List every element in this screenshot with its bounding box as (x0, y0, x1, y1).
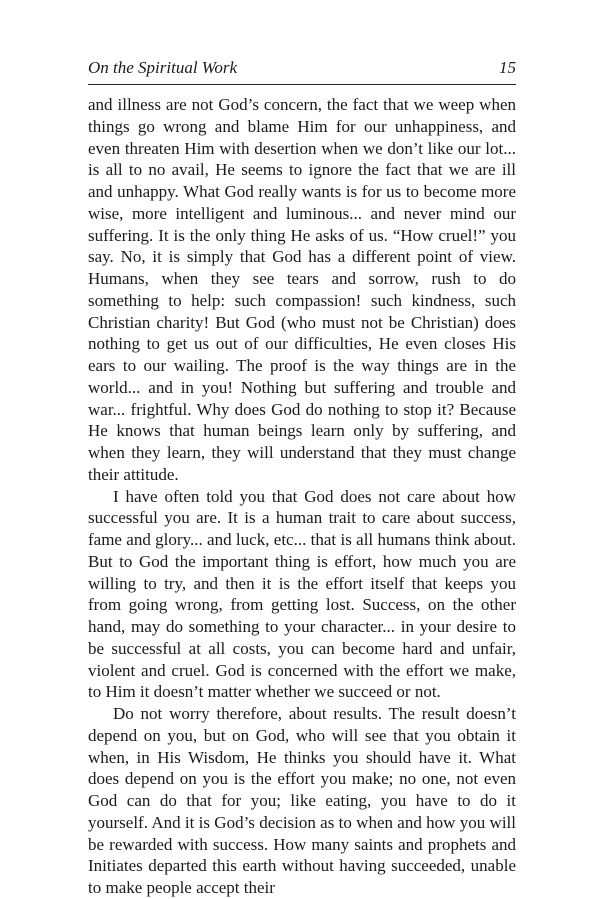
header-rule (88, 84, 516, 85)
paragraph-3: Do not worry therefore, about results. The result doesn’t depend on you, but on God, who will see that you obtain it when, in His Wisdom, He thinks you should have it. What does depend on you is the effort you make; no one, not even God can do that for you; like eating, you have to do it yourself. And it is God’s decision as to when and how you will be rewarded with success. How many saints and prophets and Initiates departed this earth without having succeeded, unable to make people accept their (88, 704, 516, 897)
page-number: 15 (499, 58, 516, 77)
paragraph-1: and illness are not God’s concern, the fact that we weep when things go wrong and blame Him for our unhappiness, and even threaten Him with desertion when we don’t like our lot... is all to no avail, He seems to ignore the fact that we are ill and unhappy. What God really wants is for us to become more wise, more intelligent and luminous... and never mind our suffering. It is the only thing He asks of us. “How cruel!” you say. No, it is simply that God has a different point of view. Humans, when they see tears and sorrow, rush to do something to help: such compassion! such kindness, such Christian charity! But God (who must not be Christian) does nothing to get us out of our difficulties, He even closes His ears to our wailing. The proof is the way things are in the world... and in you! Nothing but suffering and trouble and war... frightful. Why does God do nothing to stop it? Because He knows that human beings learn only by suffering, and when they learn, they will understand that they must change their attitude. (88, 95, 516, 484)
body-text (88, 94, 516, 899)
running-head-title: On the Spiritual Work (88, 58, 238, 77)
paragraph-2: I have often told you that God does not care about how successful you are. It is a human trait to care about success, fame and glory... and luck, etc... that is all humans think about. But to God the important thing is effort, how much you are willing to try, and then it is the effort itself that keeps you from going wrong, from getting lost. Success, on the other hand, may do something to your character... in your desire to be successful at all costs, you can become hard and unfair, violent and cruel. God is concerned with the effort we make, to Him it doesn’t matter whether we succeed or not. (88, 486, 516, 702)
running-header (88, 58, 516, 80)
